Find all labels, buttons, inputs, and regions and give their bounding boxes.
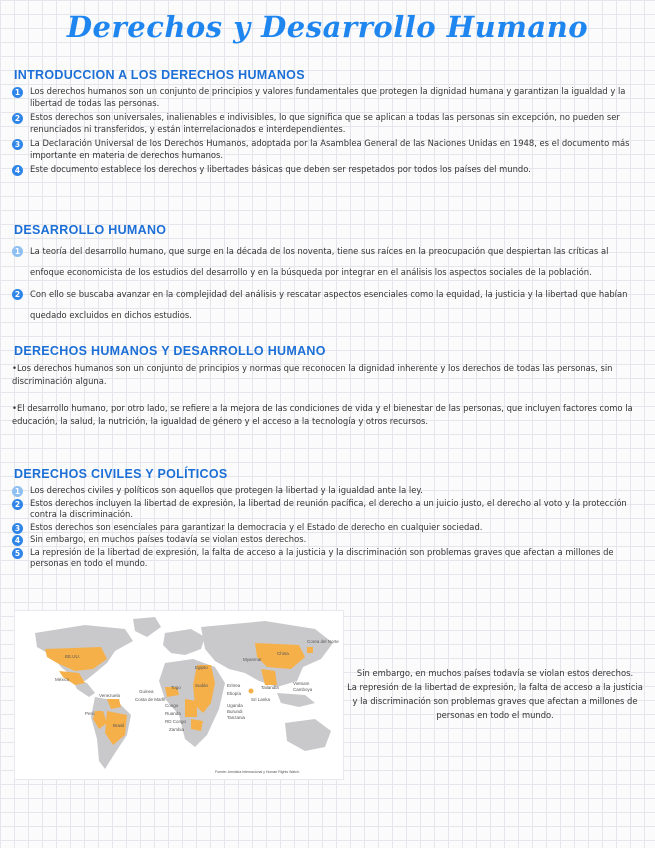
side-note-line: personas en todo el mundo. <box>436 710 554 720</box>
list-item-text: Estos derechos son universales, inalienables e indivisibles, lo que significa que se aplican a todas las personas sin excepción, no pueden ser renunciados ni transferidos, y están interrelacionados e interdependientes. <box>30 112 620 134</box>
map-label: China <box>277 651 289 656</box>
section-civiles <box>12 467 640 571</box>
list-item <box>12 284 640 326</box>
number-badge: 1 <box>12 246 23 257</box>
map-label: Guinea <box>139 689 154 694</box>
list-item-text: Este documento establece los derechos y libertades básicas que deben ser respetados por todos los países del mundo. <box>30 164 531 174</box>
list-item-text: Los derechos humanos son un conjunto de principios y valores fundamentales que protegen la dignidad humana y garantizan la igualdad y la libertad de todas las personas. <box>30 86 626 108</box>
number-badge: 2 <box>12 289 23 300</box>
list-item-text: Los derechos civiles y políticos son aquellos que protegen la libertad y la igualdad ante la ley. <box>30 485 423 495</box>
list-item <box>12 164 640 176</box>
list-item <box>12 112 640 135</box>
map-label: Togo <box>171 685 181 690</box>
map-label: Ruanda <box>165 711 181 716</box>
numbered-list <box>12 86 640 176</box>
map-label: Sri Lanka <box>251 697 271 702</box>
number-badge: 4 <box>12 165 23 176</box>
map-label: EE.UU. <box>65 654 81 659</box>
section-heading: DESARROLLO HUMANO <box>14 223 167 237</box>
map-label: Corea del Norte <box>307 639 339 644</box>
number-badge: 4 <box>12 535 23 546</box>
list-item <box>12 86 640 109</box>
list-item-text: Con ello se buscaba avanzar en la complejidad del análisis y rescatar aspectos esenciales como la equidad, la justicia y la libertad que habían quedado excluidos en dichos estudios. <box>30 289 628 320</box>
list-item <box>12 547 640 570</box>
land-masses <box>35 617 333 769</box>
numbered-list <box>12 485 640 570</box>
map-label: Congo <box>165 703 179 708</box>
map-source: Fuente: Amnistía Internacional y Human Rights Watch. <box>215 770 300 774</box>
paragraph: •El desarrollo humano, por otro lado, se refiere a la mejora de las condiciones de vida y el bienestar de las personas, que incluyen factores como la educación, la salud, la nutrición, la igualdad de género y el acceso a la tecnología y otros recursos. <box>12 403 633 426</box>
page-title: Derechos y Desarrollo Humano <box>66 10 589 44</box>
list-item-text: La Declaración Universal de los Derechos Humanos, adoptada por la Asamblea General de las Naciones Unidas en 1948, es el documento más importante en materia de derechos humanos. <box>30 138 630 160</box>
world-map <box>14 610 344 780</box>
list-item-text: La teoría del desarrollo humano, que surge en la década de los noventa, tiene sus raíces en la preocupación que despiertan las críticas al enfoque economicista de los estudios del desarrollo y en la búsqueda por integrar en el análisis los aspectos sociales de la población. <box>30 246 609 277</box>
list-item-text: La represión de la libertad de expresión, la falta de acceso a la justicia y la discriminación son problemas graves que afectan a millones de personas en todo el mundo. <box>30 546 614 568</box>
section-heading: INTRODUCCION A LOS DERECHOS HUMANOS <box>14 68 305 82</box>
section-dh-dh <box>12 344 640 442</box>
number-badge: 5 <box>12 548 23 559</box>
list-item <box>12 138 640 161</box>
map-label: Brasil <box>113 723 125 728</box>
side-note-line: Sin embargo, en muchos países todavía se violan estos derechos. <box>356 668 634 678</box>
map-label: Tanzania <box>227 715 246 720</box>
paragraph: •Los derechos humanos son un conjunto de principios y normas que reconocen la dignidad inherente y los derechos de todas las personas, sin discriminación alguna. <box>12 363 613 386</box>
map-label: Zambia <box>169 727 185 732</box>
number-badge: 3 <box>12 523 23 534</box>
number-badge: 1 <box>12 87 23 98</box>
map-label: Sudán <box>195 683 209 688</box>
number-badge: 2 <box>12 499 23 510</box>
section-intro <box>12 68 640 179</box>
list-item <box>12 534 640 546</box>
list-item <box>12 522 640 534</box>
list-item <box>12 485 640 497</box>
list-item <box>12 241 640 283</box>
side-note <box>342 666 648 722</box>
map-label: Eritrea <box>227 683 241 688</box>
list-item <box>12 498 640 521</box>
map-label: Myanmar <box>243 657 262 662</box>
list-item-text: Estos derechos son esenciales para garantizar la democracia y el Estado de derecho en cualquier sociedad. <box>30 521 483 532</box>
side-note-line: y la discriminación son problemas graves que afectan a millones de <box>352 696 638 706</box>
number-badge: 3 <box>12 139 23 150</box>
map-label: Tailandia <box>261 685 279 690</box>
side-note-line: La represión de la libertad de expresión, la falta de acceso a la justicia <box>347 682 643 692</box>
map-label: Camboya <box>293 687 313 692</box>
map-label: México <box>55 677 70 682</box>
map-label: Burundi <box>227 709 243 714</box>
map-label: Egipto <box>195 665 208 670</box>
map-label: Etiopía <box>227 691 242 696</box>
map-label: Costa de Marfil <box>135 697 166 702</box>
numbered-list <box>12 241 640 326</box>
number-badge: 2 <box>12 113 23 124</box>
map-label: Venezuela <box>99 693 121 698</box>
map-label: Uganda <box>227 703 243 708</box>
map-label: RD Congo <box>165 719 187 724</box>
list-item-text: Estos derechos incluyen la libertad de expresión, la libertad de reunión pacífica, el derecho a un juicio justo, el derecho al voto y la protección contra la discriminación. <box>30 497 627 519</box>
section-heading: DERECHOS CIVILES Y POLÍTICOS <box>14 467 228 481</box>
list-item-text: Sin embargo, en muchos países todavía se violan estos derechos. <box>30 534 307 544</box>
map-label: Vietnam <box>293 681 310 686</box>
number-badge: 1 <box>12 486 23 497</box>
section-desarrollo <box>12 223 640 327</box>
map-label: Perú <box>85 711 95 716</box>
world-map-svg <box>15 611 343 779</box>
section-heading: DERECHOS HUMANOS Y DESARROLLO HUMANO <box>14 344 326 358</box>
